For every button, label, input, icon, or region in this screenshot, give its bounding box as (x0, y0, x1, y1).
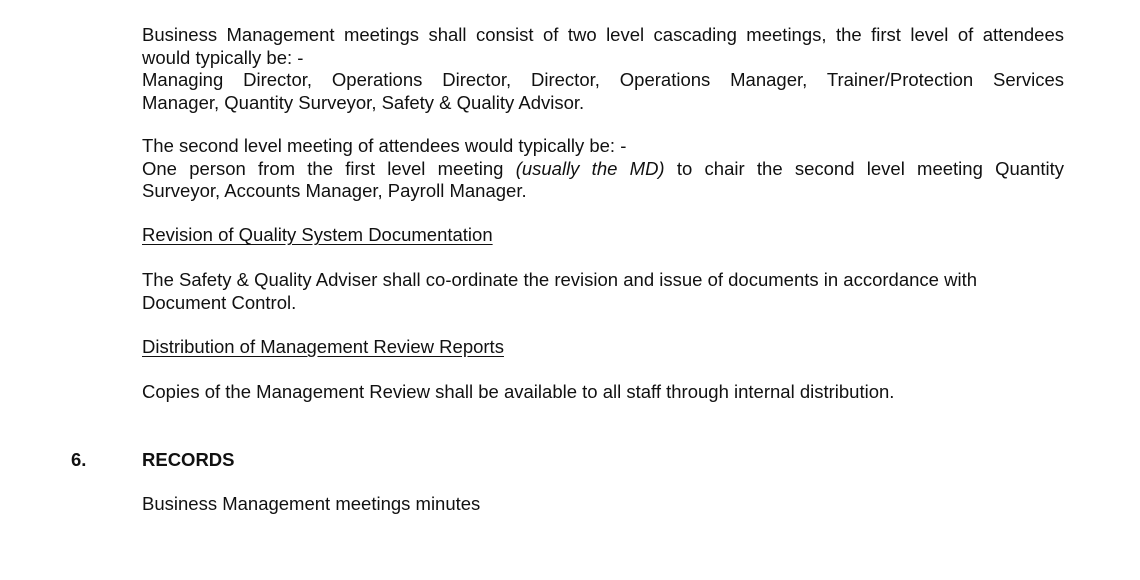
paragraph-line: Copies of the Management Review shall be available to all staff through internal distribution. (142, 381, 895, 402)
paragraph-line: Document Control. (142, 291, 297, 313)
revision-heading-text: Revision of Quality System Documentation (142, 224, 493, 245)
paragraph-line: Business Management meetings minutes (142, 493, 481, 514)
paragraph-line: Managing Director, Operations Director, Director, Operations Manager, Trainer/Protection Services (142, 69, 1064, 90)
attendees-first-level-paragraph (142, 24, 1064, 114)
records-paragraph (142, 493, 1064, 516)
section-title: RECORDS (142, 449, 235, 470)
paragraph-line: Surveyor, Accounts Manager, Payroll Manager. (142, 180, 527, 201)
distribution-paragraph (142, 381, 1064, 404)
distribution-heading-text: Distribution of Management Review Reports (142, 336, 504, 357)
attendees-second-level-paragraph (142, 135, 1064, 203)
paragraph-text: to chair the second level meeting Quantity (676, 157, 1065, 179)
revision-heading (142, 224, 1064, 247)
italic-note: (usually the MD) (515, 157, 665, 179)
distribution-heading (142, 336, 1064, 359)
paragraph-line: The Safety & Quality Adviser shall co-ordinate the revision and issue of documents in accordance with (142, 269, 977, 290)
paragraph-line: would typically be: - (142, 46, 304, 68)
paragraph-text: One person from the first level meeting (142, 157, 504, 179)
section-number: 6. (71, 449, 87, 470)
revision-paragraph (142, 269, 1064, 314)
paragraph-line (142, 158, 1064, 181)
paragraph-line: The second level meeting of attendees would typically be: - (142, 135, 627, 156)
paragraph-line: Business Management meetings shall consist of two level cascading meetings, the first level of attendees (142, 24, 1064, 45)
paragraph-line: Manager, Quantity Surveyor, Safety & Quality Advisor. (142, 91, 585, 113)
